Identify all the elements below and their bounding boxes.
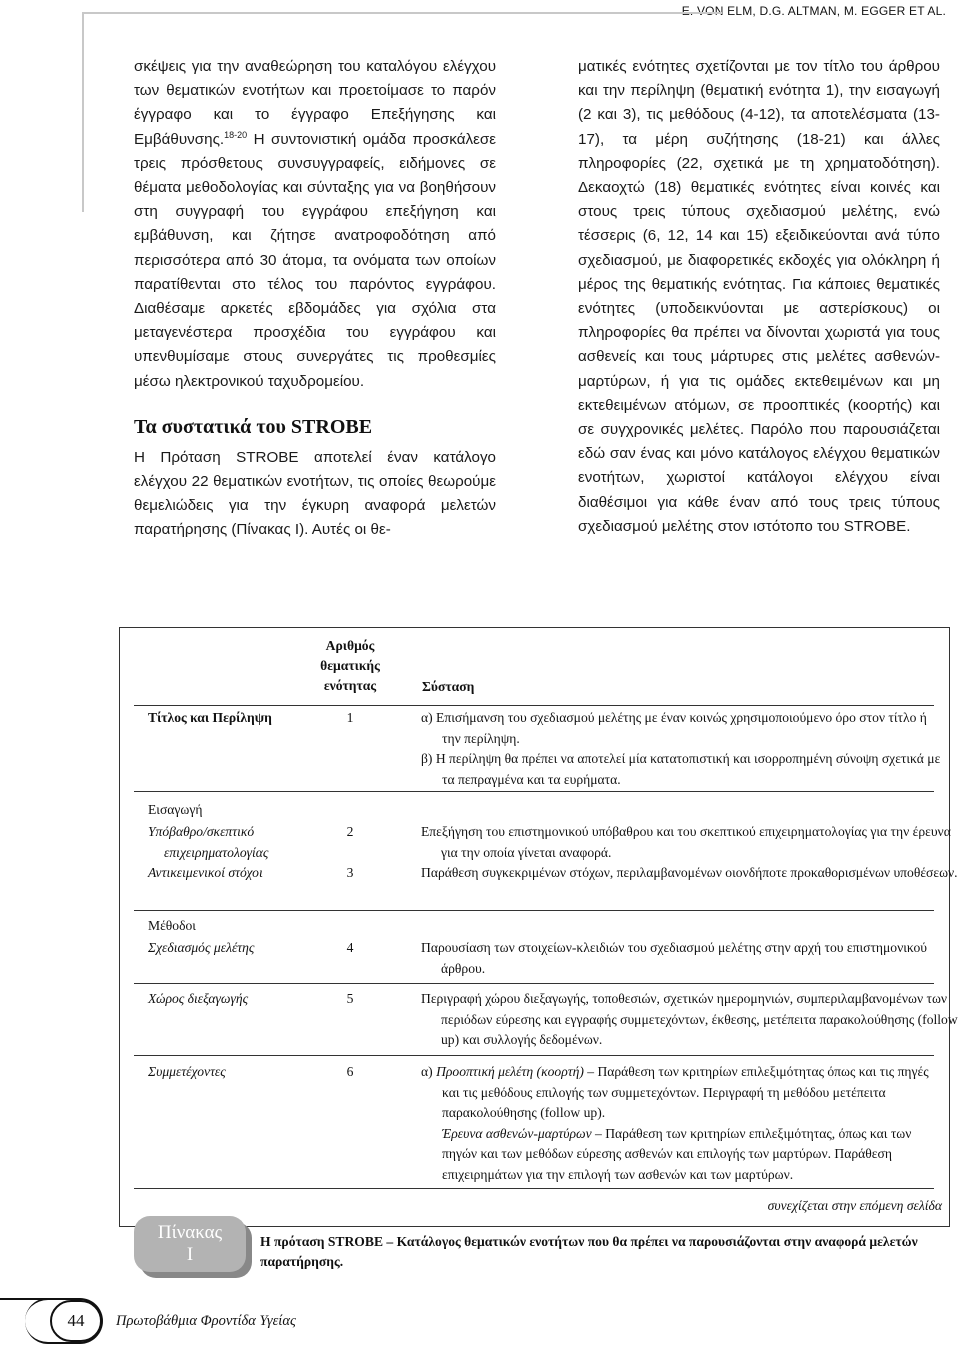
section-heading: Τα συστατικά του STROBE bbox=[134, 415, 373, 438]
description-item: β) Η περίληψη θα πρέπει να αποτελεί μία κατατοπιστική και ισορροπημένη σύνοψη σχετικά με τα πεπραγμένα και τα ευρήματα. bbox=[421, 751, 941, 787]
paragraph bbox=[134, 55, 496, 394]
row-description bbox=[421, 1062, 941, 1185]
journal-name: Πρωτοβάθμια Φροντίδα Υγείας bbox=[116, 1313, 296, 1329]
table-tag-number: Ι bbox=[186, 1244, 194, 1265]
table-rule bbox=[134, 791, 934, 792]
item-italic: Προοπτική μελέτη (κοορτή) bbox=[436, 1064, 584, 1079]
paragraph: ματικές ενότητες σχετίζονται με τον τίτλο του άρθρου και την περίληψη (θεματική ενότητα 1), την εισαγωγή (2 και 3), τις μεθόδους (4-12), τα αποτελέσματα (13-17), τα μέρη συζήτησης (18-21) και άλλες πληροφορίες (22, σχετικά με τη χρηματοδότηση). Δεκαοχτώ (18) θεματικές ενότητες είναι κοινές και στους τρεις τύπους σχεδιασμού μελέτης, ενώ τέσσερις (6, 12, 14 και 15) εξειδικεύονται ανά τύπο σχεδιασμού, με διαφορετικές εκδοχές για ολόκληρη ή μέρος της θεματικής ενότητας. Για κάποιες θεματικές ενότητες (υποδεικνύονται με αστερίσκους) οι πληροφορίες θα πρέπει να δίνονται χωριστά για τους ασθενείς και τους μάρτυρες στις μελέτες ασθενών-μαρτύρων, ή για τις ομάδες εκτεθειμένων και μη εκτεθειμένων ατόμων, σε προοπτικές (κοορτής) και σε συγχρονικές μελέτες. Παρόλο που παρουσιάζεται εδώ σαν ένας και μόνο κατάλογος ελέγχου θεματικών ενοτήτων, χωριστοί κατάλογοι ελέγχου είναι διαθέσιμοι για κάθε έναν από τους τρεις τύπους σχεδιασμού μελέτης στον ιστότοπο του STROBE. bbox=[578, 58, 940, 535]
continued-note: συνεχίζεται στην επόμενη σελίδα bbox=[767, 1198, 942, 1213]
row-number: 4 bbox=[346, 940, 354, 955]
header-text: θεματικής bbox=[320, 658, 380, 673]
row-label: Συμμετέχοντες bbox=[148, 1064, 226, 1079]
paragraph: Η Πρόταση STROBE αποτελεί έναν κατάλογο ελέγχου 22 θεματικών ενοτήτων, τις οποίες θεωρούμε θεμελιώδεις για την έγκυρη αναφορά μελετών παρατήρησης (Πίνακας Ι). Αυτές οι θε- bbox=[134, 448, 496, 539]
item-text: – Παράθεση των κριτηρίων επιλεξιμότητας όπως και τις πηγές και τις μεθόδους επιλογής των συμμετεχόντων. Περιγραφή τη μεθόδου μετέπειτα παρακολούθησης (follow up). bbox=[442, 1064, 929, 1120]
section-label: Μέθοδοι bbox=[148, 918, 196, 933]
decorative-frame-line bbox=[82, 12, 84, 212]
table-rule bbox=[134, 705, 934, 706]
page-number: 44 bbox=[50, 1300, 102, 1342]
item-text: – Παράθεση των κριτηρίων επιλεξιμότητας, όπως και των πηγών και των μεθόδων εύρεσης ασθενών και επιλογής των μαρτύρων. Παράθεση επιχειρημάτων για την επιλογή των ασθενών και των μαρτύρων. bbox=[442, 1125, 912, 1182]
paragraph-text: σκέψεις για την αναθεώρηση του καταλόγου ελέγχου των θεματικών ενοτήτων και προετοίμασε το παρόν έγγραφο και το έγγραφο Επεξήγησης και Εμβάθυνσης. bbox=[134, 58, 496, 148]
text-column-right bbox=[578, 55, 940, 539]
description-item bbox=[421, 1124, 941, 1186]
paragraph-text: Η συντονιστική ομάδα προσκάλεσε τρεις πρόσθετους συνσυγγραφείς, ειδήμονες σε θέματα μεθοδολογίας και σύνταξης για να βοηθήσουν στη συγγραφή του εγγράφου επεξήγηση και εμβάθυνση, και ζήτησε ανατροφοδότηση από περισσότερα από 30 άτομα, τα ονόματα των οποίων παρατίθενται στο τέλος του παρόντος εγγράφου. Διαθέσαμε αρκετές εβδομάδες για σχόλια στα μεταγενέστερα προσχέδια του εγγράφου και υπενθυμίσαμε στους συνεργάτες τις προθεσμίες μέσω ηλεκτρονικού ταχυδρομείου. bbox=[134, 130, 496, 390]
column-header-recommendation: Σύσταση bbox=[422, 679, 475, 694]
citation-superscript: 18-20 bbox=[224, 129, 248, 140]
row-description: Παρουσίαση των στοιχείων-κλειδιών του σχεδιασμού μελέτης στην αρχή του επιστημονικού άρθρου. bbox=[421, 940, 927, 976]
label-text: επιχειρηματολογίας bbox=[164, 844, 269, 860]
table-rule bbox=[134, 983, 934, 984]
table-rule bbox=[134, 1055, 934, 1056]
table-rule bbox=[134, 910, 934, 911]
row-number: 1 bbox=[346, 710, 354, 725]
row-description: Περιγραφή χώρου διεξαγωγής, τοποθεσιών, σχετικών ημερομηνιών, συμπεριλαμβανομένων των περιόδων εύρεσης και εγγραφής συμμετεχόντων, έκθεσης, μετέπειτα παρακολούθησης (follow up) και συλλογής δεδομένων. bbox=[421, 991, 958, 1047]
table-caption: Η πρόταση STROBE – Κατάλογος θεματικών ενοτήτων που θα πρέπει να παρουσιάζονται στην αναφορά μελετών παρατήρησης. bbox=[260, 1234, 918, 1269]
table-rule bbox=[134, 1188, 934, 1189]
label-text: Υπόβαθρο/σκεπτικό bbox=[148, 824, 255, 839]
row-number: 2 bbox=[346, 824, 354, 839]
running-header: E. VON ELM, D.G. ALTMAN, M. EGGER ET AL. bbox=[681, 4, 946, 18]
row-description: Επεξήγηση του επιστημονικού υπόβαθρου και του σκεπτικού επιχειρηματολογίας για την έρευνα για την οποία γίνεται αναφορά. bbox=[421, 824, 951, 860]
row-number: 5 bbox=[346, 991, 354, 1006]
row-number: 6 bbox=[346, 1064, 354, 1079]
header-text: Αριθμός bbox=[325, 638, 375, 653]
section-label: Εισαγωγή bbox=[148, 802, 203, 817]
description-item bbox=[421, 1062, 941, 1124]
row-description bbox=[421, 708, 941, 790]
table-tag-text: Πίνακας bbox=[157, 1222, 223, 1243]
item-prefix: α) bbox=[421, 1064, 437, 1079]
row-label: Σχεδιασμός μελέτης bbox=[148, 940, 255, 955]
column-header-item-number bbox=[280, 636, 420, 696]
item-italic: Έρευνα ασθενών-μαρτύρων bbox=[442, 1125, 592, 1141]
header-text: ενότητας bbox=[323, 678, 377, 693]
description-item: α) Επισήμανση του σχεδιασμού μελέτης με έναν κοινώς χρησιμοποιούμενο όρο στον τίτλο ή την περίληψη. bbox=[421, 710, 927, 746]
decorative-frame-line bbox=[82, 12, 722, 14]
table-tag bbox=[134, 1216, 246, 1272]
row-number: 3 bbox=[346, 865, 354, 880]
text-column-left bbox=[134, 55, 496, 543]
row-label: Χώρος διεξαγωγής bbox=[148, 991, 249, 1006]
row-label: Αντικειμενικοί στόχοι bbox=[148, 865, 263, 880]
row-label bbox=[148, 822, 338, 863]
row-description: Παράθεση συγκεκριμένων στόχων, περιλαμβανομένων οιονδήποτε προκαθορισμένων υποθέσεων. bbox=[421, 865, 958, 880]
row-label: Τίτλος και Περίληψη bbox=[148, 710, 272, 725]
